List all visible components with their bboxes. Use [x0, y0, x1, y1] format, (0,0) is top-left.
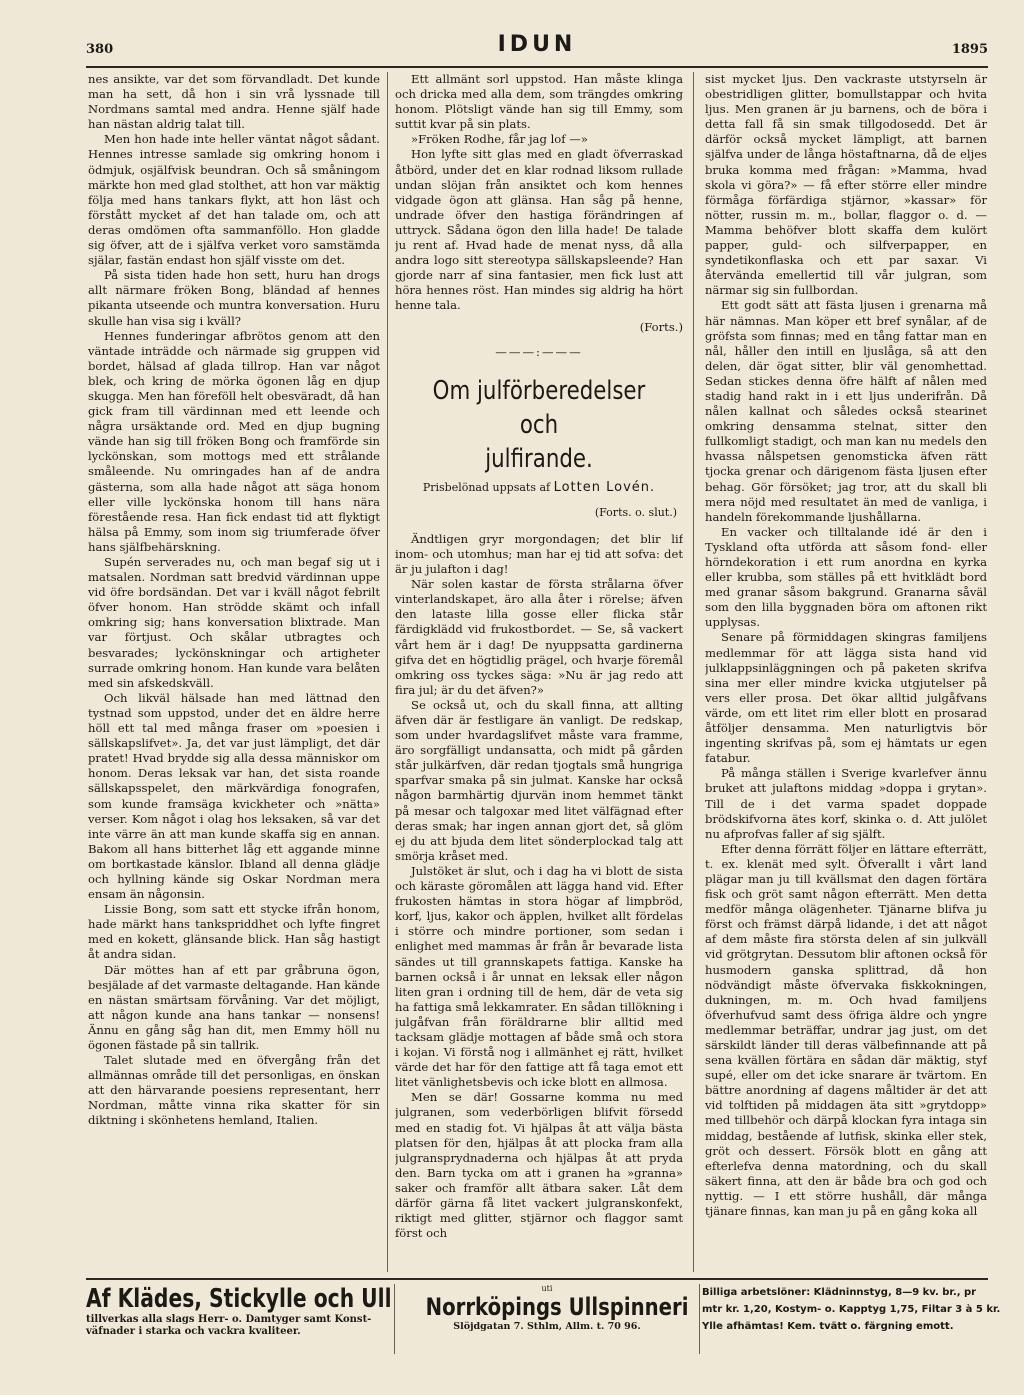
paragraph: Ändtligen gryr morgondagen; det blir lif inom- och utomhus; man har ej tid att sofva: det är ju julafton i dag!	[395, 531, 683, 577]
ad-text: väfnader i starka och vackra kvaliteer.	[86, 1326, 301, 1337]
column-middle	[395, 72, 683, 1272]
column-right	[705, 72, 987, 1272]
ad-text: tillverkas alla slags Herr- o. Damtyger samt Konst-	[86, 1314, 372, 1325]
paragraph: Hennes funderingar afbrötos genom att den väntade inträdde och närmade sig gruppen vid bordet, hälsad af glada tillrop. Han var något blek, och kring de mörka ögonen låg en djup skugga. Men han föreföll helt obesväradt, då han gick fram till värdinnan med ett leende och några ursäktande ord. Med en djup bugning vände han sig till fröken Bong och framförde sin lyckönskan, som mottogs med ett strålande småleende. Nu omringades han af de andra gästerna, som alla hade något att säga honom eller ville lyckönska honom till hans nära förestående resa. Han fick endast tid att flyktigt hälsa på Emmy, som inom sig triumferade öfver hans själfbehärskning.	[88, 328, 380, 554]
paragraph: Där möttes han af ett par gråbruna ögon, besjälade af det varmaste deltagande. Han kände en nästan smärtsam förvåning. Var det möjligt, att någon kunde ana hans tankar — nonsens! Ännu en gång såg han dit, men Emmy höll nu ögonen fästade på sin tallrik.	[88, 962, 380, 1052]
ad-headline: Af Klädes, Stickylle och Ull	[86, 1284, 392, 1314]
paragraph: En vacker och tilltalande idé är den i Tyskland ofta utförda att såsom fond- eller hörndekoration i ett rum anordna en kyrka eller krubba, som ställes på ett hvitklädt bord med granar såsom bakgrund. Granarna såväl som den lilla byggnaden böra om aftonen rikt upplysas.	[705, 524, 987, 630]
masthead-title: IDUN	[497, 32, 577, 57]
paragraph: På sista tiden hade hon sett, huru han drogs allt närmare fröken Bong, bländad af hennes pikanta utseende och muntra konversation. Huru skulle han visa sig i kväll?	[88, 268, 380, 328]
page-header	[86, 32, 988, 68]
paragraph: Julstöket är slut, och i dag ha vi blott de sista och käraste göromålen att lägga hand vid. Efter frukosten hämtas in stora högar af limpbröd, korf, ljus, kakor och äpplen, hvilket allt fördelas i större och mindre portioner, som sedan i enlighet med mammas år från år bevarade lista sändes ut till grannskapets fattiga. Kanske ha barnen också i år unnat en leksak eller någon liten gran i ordning till de hem, där de veta sig ha fattiga små lekkamrater. En sådan tillökning i julgåfvan från föräldrarne blir alltid med tacksam glädje mottagen af både små och stora i kojan. Vi förstå nog i allmänhet ej rätt, hvilket värde det har för den fattige att få taga emot ett litet vänlighetsbevis och icke blott en allmosa.	[395, 863, 683, 1090]
paragraph: Men se där! Gossarne komma nu med julgranen, som vederbörligen blifvit försedd med en stadig fot. Vi hjälpas åt att välja bästa platsen för den, hjälpas åt att plocka fram alla julgransprydnaderna och hjälpas åt att pryda den. Barn tycka om att i granen ha »granna» saker och framför allt ätbara saker. Låt dem därför gärna få litet vackert julgranskonfekt, riktigt med glitter, stjärnor och flaggor samt först och	[395, 1090, 683, 1241]
paragraph: Hon lyfte sitt glas med en gladt öfverraskad åtbörd, under det en klar rodnad liksom rullade undan slöjan från ansiktet och kom hennes vidgade ögon att glänsa. Han såg på henne, undrade öfver den hastiga förändringen af uttryck. Sådana ögon den lilla hade! De talade ju rent af. Hvad hade de menat nyss, då alla andra logo sitt stereotypa sällskapsleende? Han gjorde narr af sina fantasier, men fick lust att höra hennes röst. Han mindes sig aldrig ha hört henne tala.	[395, 147, 683, 313]
paragraph: När solen kastar de första strålarna öfver vinterlandskapet, äro alla åter i rörelse; äfven den lataste lilla gosse eller flicka står färdigklädd vid frukostbordet. — Se, så vackert vårt hem är i dag! De nyuppsatta gardinerna gifva det en högtidlig prägel, och hvarje föremål omkring oss tyckes säga: »Nu är jag redo att fira jul; är du det äfven?»	[395, 577, 683, 697]
paragraph: Senare på förmiddagen skingras familjens medlemmar för att lägga sista hand vid julklappsinläggningen och på paketen skrifva sina mer eller mindre kvicka utgjutelser på vers eller prosa. Det ökar alltid julgåfvans värde, om ett litet rim eller blott en prosarad åtföljer densamma. Men naturligtvis bör ingenting skrifvas på, som ej hämtats ur egen fatabur.	[705, 630, 987, 766]
paragraph: Talet slutade med en öfvergång från det allmännas område till det personligas, en önskan att den härvarande poesiens representant, herr Nordman, måtte vinna rika skatter för sin diktning i skönhetens hemland, Italien.	[88, 1053, 380, 1128]
paragraph: Ett godt sätt att fästa ljusen i grenarna må här nämnas. Man köper ett bref synålar, af de gröfsta som finnas; med en tång fattar man en nål, håller den intill en ljuslåga, så att den delen, där ögat sitter, blir väl genomhettad. Sedan stickes denna öfre hälft af nålen med stadig hand rakt in i ett ljus underifrån. Då nålen kallnat och således också stearinet omkring densamma stelnat, sitter den fullkomligt stadigt, och man kan nu medels den hvassa nålspetsen genomsticka äfven rätt tjocka grenar och därigenom fästa ljusen efter behag. Gör försöket; jag tror, att du skall bli mera nöjd med resultatet än med de vanliga, i handeln förekommande ljushållarna.	[705, 298, 987, 524]
advertisement-spinneri	[394, 1284, 700, 1354]
ad-text: Ylle afhämtas! Kem. tvätt o. färgning emott.	[702, 1321, 954, 1332]
byline-prefix: Prisbelönad uppsats af	[422, 480, 551, 494]
article-title-line: Om julförberedelser och	[432, 375, 646, 440]
paragraph: Men hon hade inte heller väntat något sådant. Hennes intresse samlade sig omkring honom i ödmjuk, osjälfvisk beundran. Och så småningom märkte hon med glad stolthet, att hon var mäktig följa med hans tankars flykt, att hon läst och förstått mycket af det han talade om, och att deras omdömen ofta sammanföllo. Hon gladde sig öfver, att de i själfva verket voro samstämda själar, fastän endast hon själf visste om det.	[88, 132, 380, 268]
year: 1895	[951, 42, 988, 57]
byline	[395, 480, 683, 495]
article-title-line: julfirande.	[485, 443, 593, 474]
ad-text: uti	[541, 1284, 553, 1293]
ad-text: mtr kr. 1,20, Kostym- o. Kapptyg 1,75, Filtar 3 à 5 kr.	[702, 1304, 1001, 1315]
ad-text: Billiga arbetslöner: Klädninnstyg, 8—9 kv. br., pr	[702, 1287, 977, 1298]
advertisement-prices	[702, 1284, 1001, 1335]
advertisement-cloth	[86, 1284, 392, 1338]
paragraph: sist mycket ljus. Den vackraste utstyrseln är obestridligen glitter, bomullstappar och hvita ljus. Men granen är ju barnens, och de böra i detta fall få sin smak tillgodosedd. Det är därför också mycket lämpligt, att barnen själfva under de långa höstaftnarna, då de eljes bruka komma med frågan: »Mamma, hvad skola vi göra?» — få efter större eller mindre förmåga förfärdiga stjärnor, »kassar» för nötter, russin m. m., bollar, flaggor o. d. — Mamma behöfver blott skaffa dem kulört papper, guld- och silfverpapper, en syndetikonflaska och ett par saxar. Vi återvända emellertid till vår julgran, som närmar sig sin fullbordan.	[705, 72, 987, 298]
continuation-note: (Forts. o. slut.)	[594, 505, 677, 519]
column-rule	[387, 72, 388, 1272]
paragraph: På många ställen i Sverige kvarlefver ännu bruket att julaftons middag »doppa i grytan». Till de i det varma spadet doppade brödskifvorna ätes korf, skinka o. d. Att julölet nu afprofvas faller af sig själft.	[705, 766, 987, 841]
section-divider: ———:———	[495, 344, 583, 359]
article-title	[421, 374, 657, 476]
ad-address: Slöjdgatan 7. Sthlm, Allm. t. 70 96.	[453, 1321, 641, 1332]
paragraph: nes ansikte, var det som förvandladt. Det kunde man ha sett, då hon i sin vrå lyssnade till Nordmans samtal med andra. Henne själf hade han nästan aldrig talat till.	[88, 72, 380, 132]
column-rule	[693, 72, 694, 1272]
column-left	[88, 72, 380, 1272]
paragraph: Se också ut, och du skall finna, att allting äfven där är festligare än vanligt. De redskap, som under hvardagslifvet måste vara framme, äro sorgfälligt undansatta, och midt på gården står julkärfven, där redan tjogtals små hungriga sparfvar smaka på sin julmat. Kanske har också någon barmhärtig djurvän inom hemmet tänkt på mesar och talgoxar med litet välfägnad efter deras smak; har ingen annan gjort det, så glöm ej du att bjuda dem litet sönderplockad talg att smörja kråset med.	[395, 697, 683, 863]
page-number: 380	[86, 42, 114, 57]
paragraph: »Fröken Rodhe, får jag lof —»	[411, 132, 588, 147]
author-name: Lotten Lovén.	[553, 479, 656, 495]
advertisement-strip	[86, 1278, 1001, 1358]
paragraph: Efter denna förrätt följer en lättare efterrätt, t. ex. klenät med sylt. Öfverallt i vårt land plägar man ju till kvällsmat den dagen förtära fisk och gröt samt någon efterrätt. Men detta medför många olägenheter. Tjänarne blifva ju först och främst därpå lidande, i det att något af dem måste fira största delen af sin julkväll vid grötgrytan. Dessutom blir aftonen också för husmodern ganska splittrad, då hon nödvändigt måste öfvervaka fiskkokningen, dukningen, m. m. Och hvad familjens öfverhufvud samt dess öfriga äldre och yngre medlemmar beträffar, undrar jag just, om det särskildt länder till deras välbefinnande att på sena kvällen förtära en sådan där mäktig, styf supé, eller om det icke snarare är tvärtom. En bättre anordning af dagens måltider är det att vid tolftiden på middagen äta sitt »grytdopp» med tillbehör och därpå klockan fyra intaga sin middag, bestående af lutfisk, skinka eller stek, gröt och dessert. Försök blott en gång att efterlefva denna matordning, och du skall säkert finna, att den är både bra och god och nyttig. — I ett större hushåll, där många tjänare finnas, kan man ju på en gång koka all	[705, 841, 987, 1219]
paragraph: Lissie Bong, som satt ett stycke ifrån honom, hade märkt hans tankspriddhet och lyfte fingret med en kokett, glänsande blick. Han såg hastigt åt andra sidan.	[88, 902, 380, 962]
ad-headline: Norrköpings Ullspinneri	[425, 1293, 689, 1321]
paragraph: Och likväl hälsade han med lättnad den tystnad som uppstod, under det en äldre herre höll ett tal med många fraser om »poesien i sällskapslifvet». Ja, det var just lämpligt, det där pratet! Hvad brydde sig alla dessa människor om honom. Deras leksak var han, det sista roande sällskapsspelet, den märkvärdiga fonografen, som kunde framsäga kvickheter och »nätta» verser. Kom något i olag hos leksaken, så var det inte värre än att man kunde skaffa sig en annan. Bakom all hans bitterhet låg ett aggande minne om bortkastade känslor. Ibland all denna glädje och hyllning kände sig Oskar Nordman mera ensam än någonsin.	[88, 690, 380, 902]
paragraph: Ett allmänt sorl uppstod. Han måste klinga och dricka med alla dem, som trängdes omkring honom. Plötsligt vände han sig till Emmy, som suttit kvar på sin plats.	[395, 72, 683, 132]
continued-note: (Forts.)	[639, 319, 683, 334]
paragraph: Supén serverades nu, och man begaf sig ut i matsalen. Nordman satt bredvid värdinnan uppe vid öfre bordsändan. Det var i kväll något febrilt öfver honom. Han strödde skämt och infall omkring sig; hans konversation blixtrade. Man var förtjust. Och skålar utbragtes och besvarades; lyckönskningar och artigheter surrade omkring honom. Han kunde vara belåten med sin afskedskväll.	[88, 555, 380, 690]
